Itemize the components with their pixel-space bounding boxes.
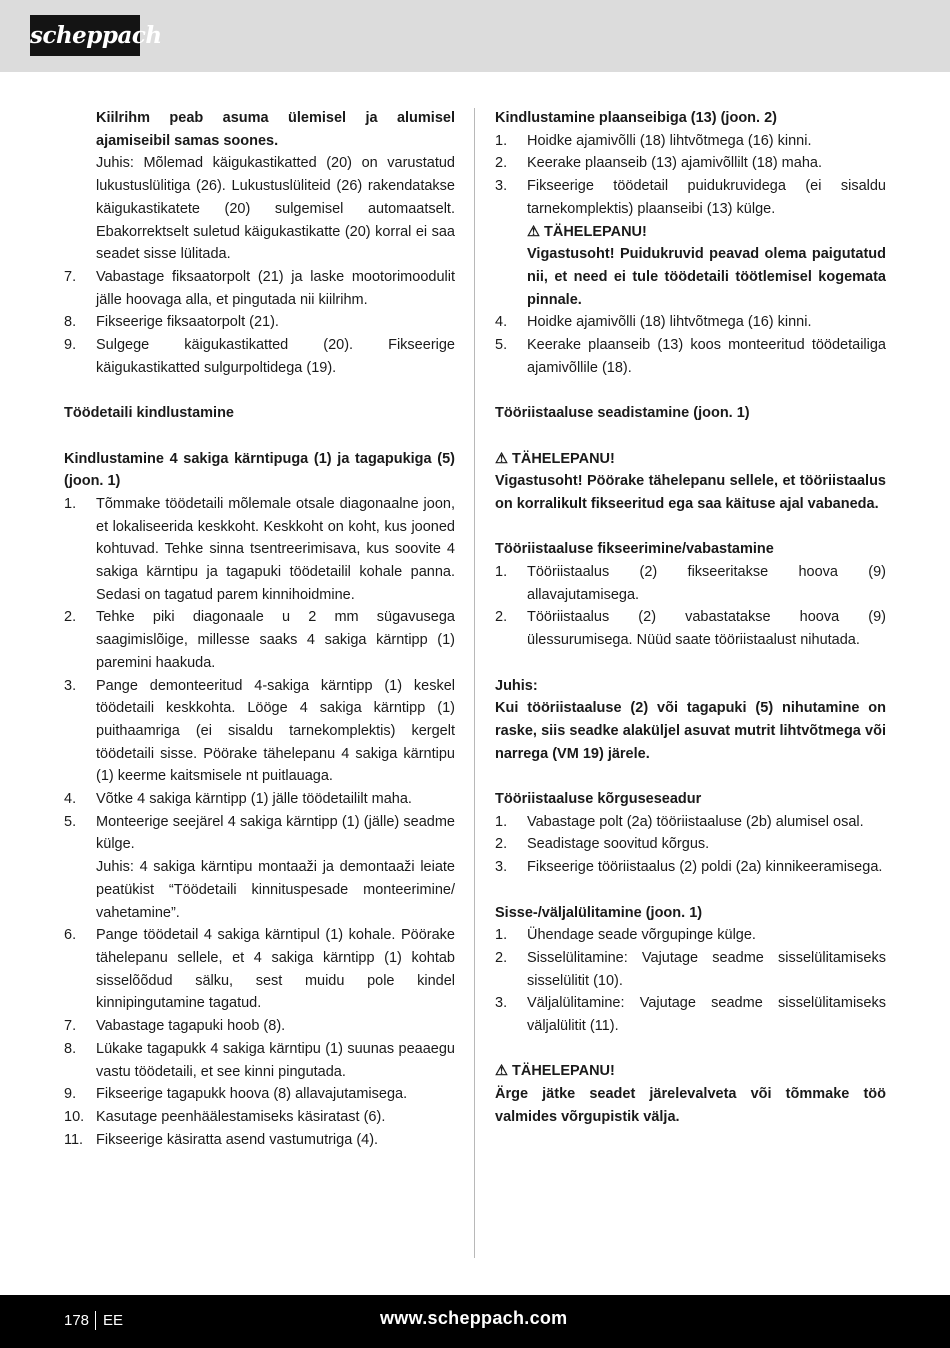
list-item	[495, 833, 886, 856]
list-text-body: Fikseerige tagapukk hoova (8) allavajutamisega.	[96, 1086, 408, 1103]
subsection-heading: Kindlustamine 4 sakiga kärntipuga (1) ja tagapukiga (5) (joon. 1)	[64, 450, 455, 490]
list-text	[96, 1015, 455, 1038]
steps-list-b	[64, 493, 455, 1151]
list-item	[64, 1129, 455, 1152]
scheppach-logo: scheppach	[30, 15, 140, 56]
footer-separator	[95, 1311, 96, 1330]
warning-icon: ⚠	[495, 1063, 508, 1080]
list-number: 3.	[495, 995, 508, 1012]
list-item	[64, 1083, 455, 1106]
list-text	[96, 675, 455, 789]
list-text-body: Pange demonteeritud 4-sakiga kärntipp (1) keskel töödetaili keskkohta. Lööge 4 sakiga kärntipp (1) puithaamriga (ei sisaldu tarnekomplektis) kergelt töödetaili sisse. Pöörake tähelepanu 4 sakiga kärntipu (1) keerme kaitsmisele nt puitlauaga.	[96, 677, 455, 785]
list-item	[495, 856, 886, 879]
list-number: 10.	[64, 1108, 85, 1125]
subsection-heading: Tööriistaaluse fikseerimine/vabastamine	[495, 541, 774, 558]
list-text	[527, 811, 886, 834]
list-item	[64, 675, 455, 789]
warning-text: Vigastusoht! Pöörake tähelepanu sellele, et tööriistaalus on korralikult fikseeritud ega saa käituse ajal vabaneda.	[495, 473, 886, 512]
list-text	[96, 1083, 455, 1106]
list-text	[527, 561, 886, 606]
steps-list-c	[495, 561, 886, 652]
subsection-heading: Tööriistaaluse kõrguseseadur	[495, 791, 702, 808]
right-column	[495, 107, 886, 1129]
list-number: 7.	[64, 268, 77, 285]
list-number: 5.	[495, 337, 508, 354]
list-item	[495, 992, 886, 1037]
list-text-body: Monteerige seejärel 4 sakiga kärntipp (1) (jälle) seadme külge.	[96, 813, 455, 853]
list-text-body: Vabastage polt (2a) tööriistaaluse (2b) alumisel osal.	[527, 813, 864, 830]
list-text	[527, 992, 886, 1037]
list-text-body: Seadistage soovitud kõrgus.	[527, 836, 710, 853]
list-text	[96, 334, 455, 379]
list-text-body: Fikseerige töödetail puidukruvidega (ei sisaldu tarnekomplektis) plaanseibi (13) külge.	[527, 178, 886, 217]
list-number: 9.	[64, 1086, 77, 1103]
steps-list-d	[495, 811, 886, 879]
list-item	[495, 947, 886, 992]
list-number: 4.	[64, 791, 77, 808]
list-number: 11.	[64, 1131, 84, 1148]
subsection-heading: Kindlustamine plaanseibiga (13) (joon. 2)	[495, 110, 777, 126]
list-text	[96, 493, 455, 607]
list-text	[527, 606, 886, 651]
list-text	[96, 1106, 455, 1129]
list-number: 2.	[495, 609, 508, 626]
website-url: www.scheppach.com	[380, 1308, 568, 1328]
list-item	[64, 1015, 455, 1038]
warning-icon: ⚠	[495, 450, 508, 467]
list-item	[64, 266, 455, 311]
list-number: 1.	[495, 813, 508, 830]
list-number: 6.	[64, 927, 77, 944]
list-text-body: Vabastage tagapuki hoob (8).	[96, 1018, 286, 1035]
list-item	[64, 334, 455, 379]
list-text-body: Ühendage seade võrgupinge külge.	[527, 927, 756, 944]
list-text	[96, 924, 455, 1015]
list-text	[527, 152, 886, 175]
list-number: 1.	[495, 564, 508, 581]
list-item	[64, 788, 455, 811]
list-item	[64, 311, 455, 334]
list-number: 3.	[495, 859, 508, 876]
page-number: 178	[64, 1312, 90, 1329]
page-footer	[0, 1295, 950, 1348]
list-item	[495, 811, 886, 834]
list-item	[495, 311, 886, 334]
list-number: 2.	[64, 609, 77, 626]
list-text-body: Fikseerige fiksaatorpolt (21).	[96, 314, 279, 331]
list-text-body: Vabastage fiksaatorpolt (21) ja laske mootorimoodulit jälle hoovaga alla, et pingutada nii kiilrihm.	[96, 268, 455, 308]
list-text-body: Tõmmake töödetaili mõlemale otsale diagonaalne joon, et lokaliseerida keskkoht. Keskkoht on koht, kus jooned kohtuvad. Tehke sinna tsentreerimisava, kus soovite 4 sakiga kärntipu ja tagapuki töödetailil kohale panna. Sedasi on tagatud parem kinnihoidmine.	[96, 495, 455, 603]
list-text	[527, 947, 886, 992]
list-text-body: Kasutage peenhäälestamiseks käsiratast (6).	[96, 1108, 386, 1125]
list-text-body: Väljalülitamine: Vajutage seadme sisselülitamiseks väljalülitit (11).	[527, 995, 886, 1035]
warning-title: ⚠ TÄHELEPANU!	[527, 221, 886, 244]
steps-list-b	[495, 311, 886, 379]
list-text-body: Tööriistaalus (2) fikseeritakse hoova (9) allavajutamisega.	[527, 564, 886, 603]
list-item-note: Juhis: 4 sakiga kärntipu montaaži ja demontaaži leiate peatükist “Töödetaili kinnituspesade monteerimine/ vahetamine”.	[96, 859, 455, 921]
list-number: 1.	[495, 927, 508, 944]
steps-list-a	[495, 130, 886, 221]
list-number: 2.	[495, 949, 508, 966]
list-number: 1.	[64, 495, 77, 512]
list-text	[527, 130, 886, 153]
list-item	[495, 606, 886, 651]
list-item	[495, 334, 886, 379]
list-number: 2.	[495, 155, 508, 172]
list-item	[495, 175, 886, 220]
list-text	[96, 606, 455, 674]
list-text-body: Lükake tagapukk 4 sakiga kärntipu (1) suunas peaaegu vastu töödetaili, et see kinni pingutada.	[96, 1040, 455, 1080]
warning-title: ⚠ TÄHELEPANU!	[495, 448, 886, 471]
list-text	[527, 334, 886, 379]
list-text	[96, 311, 455, 334]
list-item	[64, 606, 455, 674]
list-text-body: Keerake plaanseib (13) ajamivõllilt (18) maha.	[527, 155, 822, 172]
list-text-body: Pange töödetail 4 sakiga kärntipul (1) kohale. Pöörake tähelepanu sellele, et 4 sakiga kärntipp (1) kohtab sisselõõdud sälku, sest muidu pole kindel kinnipingutamine tagatud.	[96, 927, 455, 1012]
list-text	[96, 811, 455, 925]
note-text: Kui tööriistaaluse (2) või tagapuki (5) nihutamine on raske, siis seadke alaküljel asuvat mutrit lihtvõtmega või narrega (VM 19) järele.	[495, 700, 886, 762]
column-divider	[474, 108, 475, 1258]
list-text-body: Keerake plaanseib (13) koos monteeritud töödetailiga ajamivõllile (18).	[527, 337, 886, 376]
list-text	[96, 1129, 455, 1152]
list-item	[495, 152, 886, 175]
list-number: 8.	[64, 314, 77, 331]
list-text-body: Hoidke ajamivõlli (18) lihtvõtmega (16) kinni.	[527, 314, 812, 331]
list-item	[495, 130, 886, 153]
list-text-body: Sulgege käigukastikatted (20). Fikseerige käigukastikatted sulgurpoltidega (19).	[96, 337, 455, 376]
warning-text: Vigastusoht! Puidukruvid peavad olema paigutatud nii, et need ei tule töödetaili töötlemisel kogemata pinnale.	[527, 246, 886, 308]
list-item	[64, 924, 455, 1015]
list-text	[96, 788, 455, 811]
list-text	[527, 311, 886, 334]
list-number: 2.	[495, 836, 508, 853]
list-item	[64, 1038, 455, 1083]
list-number: 1.	[495, 132, 508, 149]
list-text-body: Fikseerige tööriistaalus (2) poldi (2a) kinnikeeramisega.	[527, 859, 883, 876]
left-column	[64, 107, 455, 1151]
list-text	[527, 833, 886, 856]
language-code: EE	[103, 1312, 124, 1329]
list-text	[527, 856, 886, 879]
section-heading: Töödetaili kindlustamine	[64, 405, 234, 422]
list-text-body: Tööriistaalus (2) vabastatakse hoova (9) ülessurumisega. Nüüd saate tööriistaalust nihutada.	[527, 609, 886, 649]
list-number: 8.	[64, 1040, 77, 1057]
warning-icon: ⚠	[527, 223, 540, 240]
list-number: 7.	[64, 1018, 77, 1035]
list-number: 5.	[64, 813, 77, 830]
list-text	[527, 924, 886, 947]
list-text-body: Sisselülitamine: Vajutage seadme sisselülitamiseks sisselülitit (10).	[527, 949, 886, 989]
list-number: 9.	[64, 337, 77, 354]
warning-title: ⚠ TÄHELEPANU!	[495, 1060, 886, 1083]
list-item	[64, 1106, 455, 1129]
list-text	[96, 266, 455, 311]
list-text	[527, 175, 886, 220]
list-text-body: Tehke piki diagonaale u 2 mm sügavusega saagimislõige, millesse saaks 4 sakiga kärntipp (1) paremini haakuda.	[96, 609, 455, 671]
list-number: 3.	[495, 178, 508, 195]
list-item	[64, 811, 455, 925]
list-item	[495, 561, 886, 606]
steps-list-e	[495, 924, 886, 1038]
list-text	[96, 1038, 455, 1083]
list-item	[495, 924, 886, 947]
warning-text: Ärge jätke seadet järelevalveta või tõmmake töö valmides võrgupistik välja.	[495, 1086, 886, 1125]
intro-bold: Kiilrihm peab asuma ülemisel ja alumisel ajamiseibil samas soones.	[96, 110, 455, 149]
steps-list-a	[64, 266, 455, 380]
list-text-body: Fikseerige käsiratta asend vastumutriga (4).	[96, 1131, 379, 1148]
list-text-body: Võtke 4 sakiga kärntipp (1) jälle töödetaililt maha.	[96, 791, 412, 808]
list-item	[64, 493, 455, 607]
intro-note: Juhis: Mõlemad käigukastikatted (20) on varustatud lukustuslülitiga (26). Lukustuslüliteid (26) rakendatakse käigukastikatete (20) sulgemisel automaatselt. Ebakorrektselt suletud käigukastikatte (20) korral ei saa seadet sisse lülitada.	[96, 155, 455, 263]
page-header	[0, 0, 950, 72]
subsection-heading: Sisse-/väljalülitamine (joon. 1)	[495, 904, 703, 921]
section-heading: Tööriistaaluse seadistamine (joon. 1)	[495, 405, 750, 422]
list-text-body: Hoidke ajamivõlli (18) lihtvõtmega (16) kinni.	[527, 132, 812, 149]
list-number: 4.	[495, 314, 508, 331]
list-number: 3.	[64, 677, 77, 694]
note-title: Juhis:	[495, 677, 538, 694]
